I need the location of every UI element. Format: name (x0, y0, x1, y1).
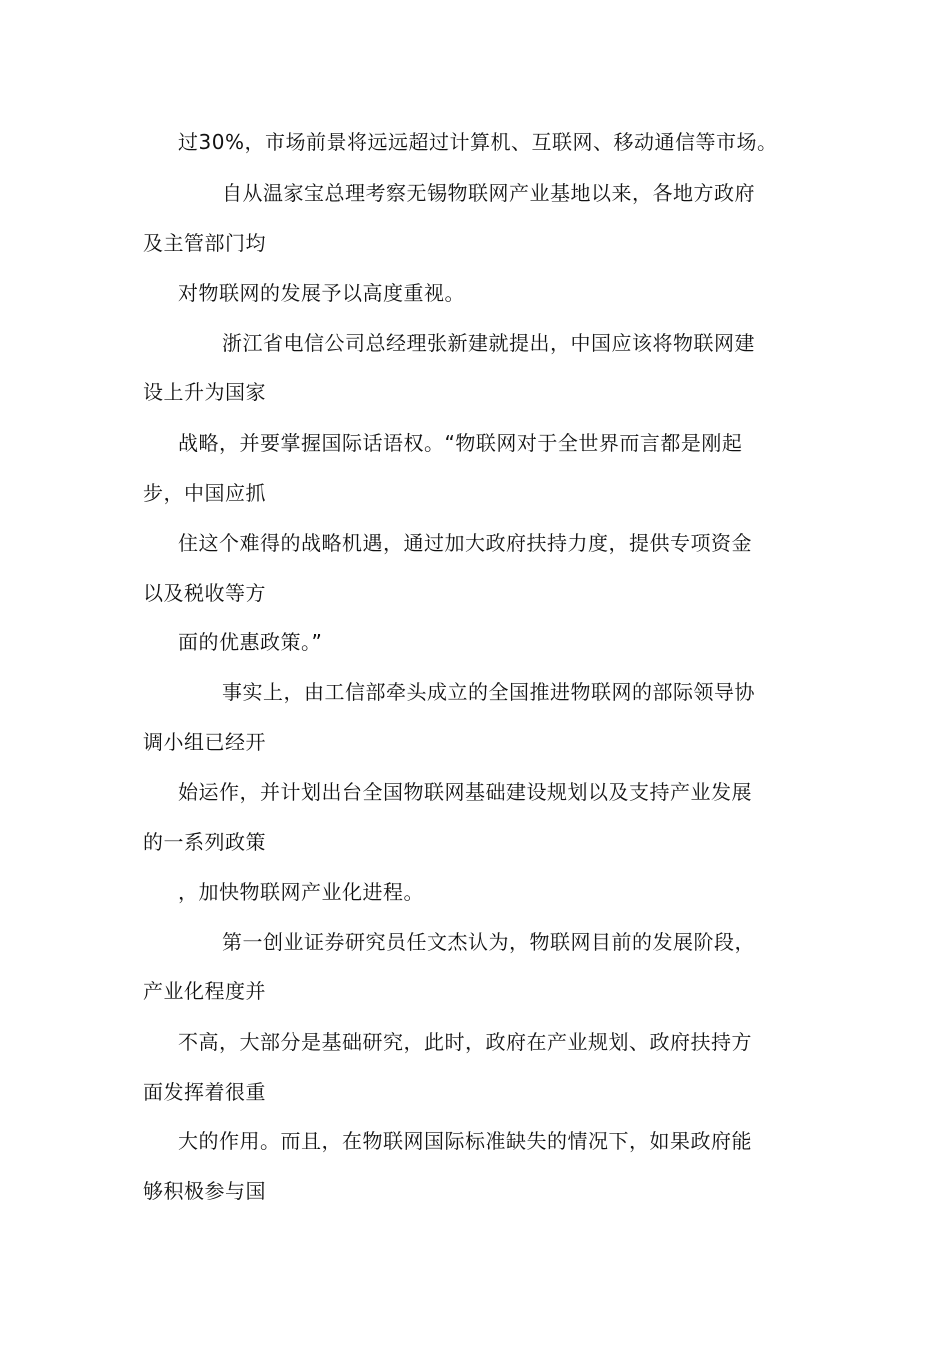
text-line: 面的优惠政策。” (178, 630, 323, 654)
text-line: 过30%，市场前景将远远超过计算机、互联网、移动通信等市场。 (178, 130, 778, 154)
text-line: 始运作，并计划出台全国物联网基础建设规划以及支持产业发展 (178, 780, 752, 804)
text-line: 调小组已经开 (143, 730, 266, 754)
text-line: 战略，并要掌握国际话语权。“物联网对于全世界而言都是刚起 (178, 431, 743, 455)
text-line: 浙江省电信公司总经理张新建就提出，中国应该将物联网建 (222, 331, 755, 355)
text-line: 第一创业证券研究员任文杰认为，物联网目前的发展阶段， (222, 930, 755, 954)
text-line: 的一系列政策 (143, 830, 266, 854)
text-line: 产业化程度并 (143, 979, 266, 1003)
text-line: 设上升为国家 (143, 380, 266, 404)
text-line: 对物联网的发展予以高度重视。 (178, 281, 465, 305)
text-line: 及主管部门均 (143, 231, 266, 255)
text-line: ，加快物联网产业化进程。 (178, 880, 424, 904)
text-line: 住这个难得的战略机遇，通过加大政府扶持力度，提供专项资金 (178, 531, 752, 555)
text-line: 够积极参与国 (143, 1179, 266, 1203)
text-line: 不高，大部分是基础研究，此时，政府在产业规划、政府扶持方 (178, 1030, 752, 1054)
text-line: 大的作用。而且，在物联网国际标准缺失的情况下，如果政府能 (178, 1129, 752, 1153)
text-line: 以及税收等方 (143, 581, 266, 605)
text-line: 步，中国应抓 (143, 481, 266, 505)
text-line: 事实上，由工信部牵头成立的全国推进物联网的部际领导协 (222, 680, 755, 704)
text-line: 自从温家宝总理考察无锡物联网产业基地以来，各地方政府 (222, 181, 755, 205)
text-line: 面发挥着很重 (143, 1080, 266, 1104)
